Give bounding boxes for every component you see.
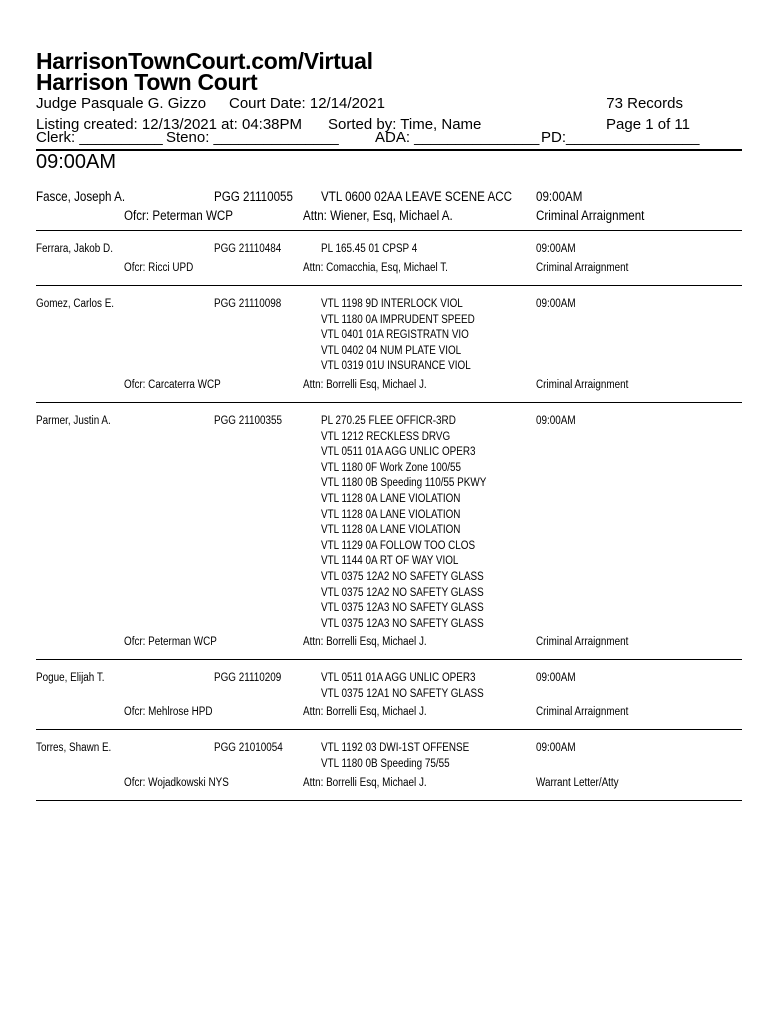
attorney: Attn: Wiener, Esq, Michael A. [303, 208, 453, 223]
docket-number: PGG 21110484 [214, 243, 282, 255]
charge-list [321, 671, 510, 702]
charge-list [321, 741, 493, 772]
officer: Ofcr: Ricci UPD [124, 262, 194, 274]
officer: Ofcr: Carcaterra WCP [124, 379, 221, 391]
charge: VTL 1128 0A LANE VIOLATION [321, 492, 461, 505]
site-title: HarrisonTownCourt.com/Virtual [36, 48, 373, 74]
court-date: Court Date: 12/14/2021 [229, 95, 385, 112]
appearance-type: Criminal Arraignment [536, 636, 629, 648]
docket-number: PGG 21110055 [214, 189, 293, 204]
charge: VTL 1128 0A LANE VIOLATION [321, 508, 461, 521]
officer: Ofcr: Peterman WCP [124, 636, 217, 648]
pd-field: PD:________________ [541, 129, 700, 146]
defendant-name: Pogue, Elijah T. [36, 672, 105, 684]
charge: VTL 1180 0A IMPRUDENT SPEED [321, 313, 475, 326]
docket-number: PGG 21010054 [214, 742, 283, 754]
charge-list [321, 242, 433, 258]
charge: VTL 0402 04 NUM PLATE VIOL [321, 344, 462, 357]
listing-created: Listing created: 12/13/2021 at: 04:38PM [36, 116, 303, 133]
attorney: Attn: Borrelli Esq, Michael J. [303, 777, 427, 789]
case-divider [36, 800, 742, 801]
defendant-name: Parmer, Justin A. [36, 415, 111, 427]
sort-order: Sorted by: Time, Name [328, 116, 482, 133]
charge: VTL 0375 12A3 NO SAFETY GLASS [321, 602, 484, 615]
charge: VTL 1129 0A FOLLOW TOO CLOS [321, 539, 476, 552]
page-number: Page 1 of 11 [606, 116, 690, 133]
appearance-time: 09:00AM [536, 243, 576, 255]
charge: VTL 1144 0A RT OF WAY VIOL [321, 555, 459, 568]
case-divider [36, 285, 742, 286]
charge: VTL 1212 RECKLESS DRVG [321, 430, 451, 443]
attorney: Attn: Borrelli Esq, Michael J. [303, 706, 427, 718]
case-divider [36, 402, 742, 403]
defendant-name: Torres, Shawn E. [36, 742, 112, 754]
docket-number: PGG 21110209 [214, 672, 282, 684]
charge: VTL 0511 01A AGG UNLIC OPER3 [321, 672, 476, 684]
appearance-type: Criminal Arraignment [536, 208, 645, 223]
defendant-name: Ferrara, Jakob D. [36, 243, 113, 255]
charge: VTL 1180 0B Speeding 75/55 [321, 757, 450, 770]
charge-list [321, 414, 513, 632]
court-name: Harrison Town Court [36, 69, 258, 95]
officer: Ofcr: Mehlrose HPD [124, 706, 213, 718]
appearance-time: 09:00AM [536, 415, 576, 427]
charge: VTL 0401 01A REGISTRATN VIO [321, 329, 469, 342]
charge: VTL 0600 02AA LEAVE SCENE ACC [321, 189, 513, 204]
charge: VTL 0375 12A2 NO SAFETY GLASS [321, 570, 484, 583]
defendant-name: Gomez, Carlos E. [36, 298, 115, 310]
clerk-field: Clerk: __________ [36, 129, 163, 146]
officer: Ofcr: Wojadkowski NYS [124, 777, 229, 789]
case-divider [36, 659, 742, 660]
charge-list [321, 297, 500, 375]
case-divider [36, 230, 742, 231]
attorney: Attn: Comacchia, Esq, Michael T. [303, 262, 448, 274]
charge: VTL 1180 0F Work Zone 100/55 [321, 461, 462, 474]
charge: VTL 0319 01U INSURANCE VIOL [321, 360, 471, 373]
time-slot-heading: 09:00AM [36, 151, 117, 173]
ada-field: ADA: _______________ [375, 129, 540, 146]
charge: VTL 1198 9D INTERLOCK VIOL [321, 298, 463, 310]
header-divider [36, 149, 742, 151]
appearance-type: Criminal Arraignment [536, 262, 629, 274]
appearance-type: Criminal Arraignment [536, 706, 629, 718]
charge: VTL 0375 12A2 NO SAFETY GLASS [321, 586, 484, 599]
appearance-type: Criminal Arraignment [536, 379, 629, 391]
attorney: Attn: Borrelli Esq, Michael J. [303, 379, 427, 391]
charge: VTL 1128 0A LANE VIOLATION [321, 524, 461, 537]
record-count: 73 Records [606, 95, 683, 112]
charge: VTL 0375 12A1 NO SAFETY GLASS [321, 687, 484, 700]
appearance-time: 09:00AM [536, 672, 576, 684]
appearance-type: Warrant Letter/Atty [536, 777, 619, 789]
appearance-time: 09:00AM [536, 742, 576, 754]
charge: VTL 1192 03 DWI-1ST OFFENSE [321, 742, 470, 754]
charge: PL 270.25 FLEE OFFICR-3RD [321, 415, 456, 427]
attorney: Attn: Borrelli Esq, Michael J. [303, 636, 427, 648]
charge: PL 165.45 01 CPSP 4 [321, 243, 418, 255]
officer: Ofcr: Peterman WCP [124, 208, 234, 223]
charge: VTL 0375 12A3 NO SAFETY GLASS [321, 617, 484, 630]
docket-number: PGG 21110098 [214, 298, 282, 310]
charge-list [321, 188, 543, 206]
charge: VTL 0511 01A AGG UNLIC OPER3 [321, 446, 476, 459]
appearance-time: 09:00AM [536, 298, 576, 310]
steno-field: Steno: _______________ [166, 129, 339, 146]
appearance-time: 09:00AM [536, 189, 583, 204]
docket-number: PGG 21100355 [214, 415, 283, 427]
judge-name: Judge Pasquale G. Gizzo [36, 95, 207, 112]
case-divider [36, 729, 742, 730]
charge: VTL 1180 0B Speeding 110/55 PKWY [321, 477, 487, 490]
defendant-name: Fasce, Joseph A. [36, 189, 126, 204]
